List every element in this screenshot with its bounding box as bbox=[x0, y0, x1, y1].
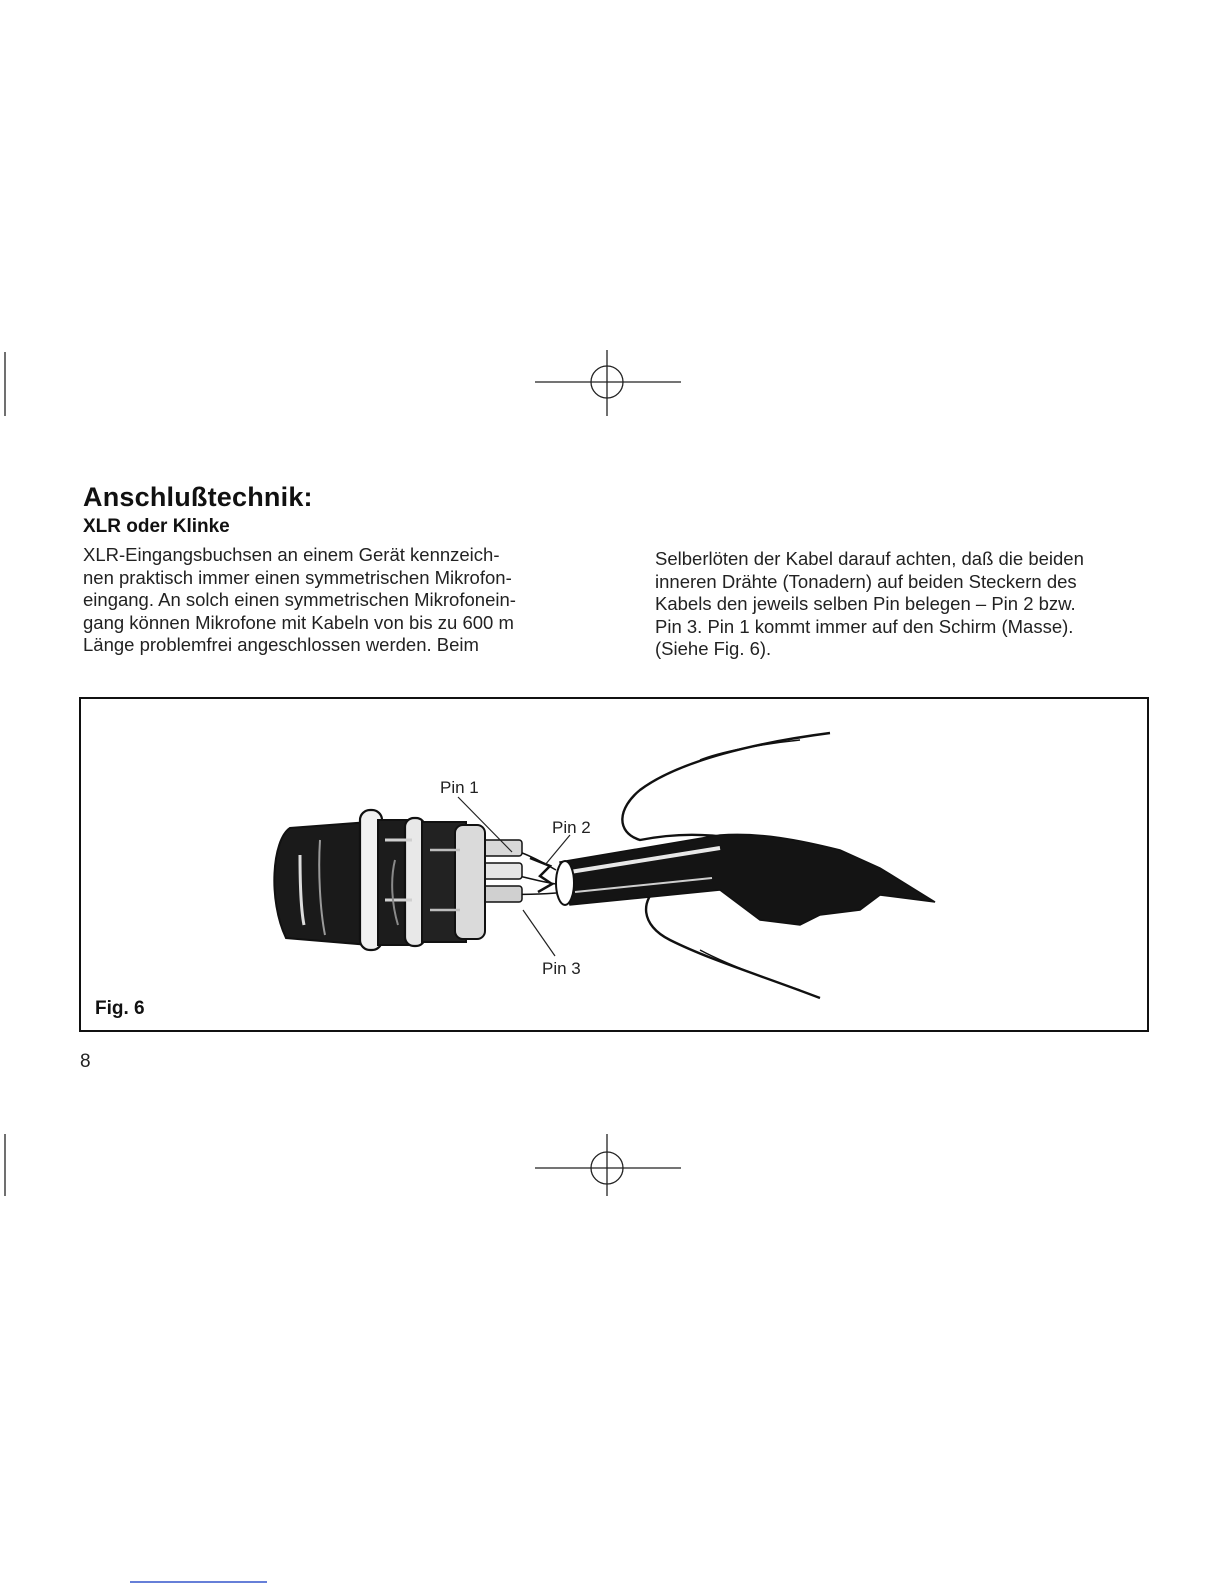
text-line: (Siehe Fig. 6). bbox=[655, 638, 772, 660]
text-line: inneren Drähte (Tonadern) auf beiden Steckern des bbox=[655, 570, 1077, 592]
pin-1-label: Pin 1 bbox=[440, 778, 479, 797]
figure-caption: Fig. 6 bbox=[95, 998, 145, 1019]
text-line: Länge problemfrei angeschlossen werden. Beim bbox=[83, 634, 479, 656]
page-number: 8 bbox=[80, 1051, 91, 1072]
text-line: gang können Mikrofone mit Kabeln von bis zu 600 m bbox=[83, 611, 514, 633]
text-line: Selberlöten der Kabel darauf achten, daß die beiden bbox=[655, 548, 1084, 569]
section-heading: Anschlußtechnik: bbox=[83, 482, 313, 512]
pin-3-label: Pin 3 bbox=[542, 959, 581, 978]
text-line: Pin 3. Pin 1 kommt immer auf den Schirm (Masse). bbox=[655, 615, 1074, 637]
pin-2-label: Pin 2 bbox=[552, 818, 591, 837]
text-line: eingang. An solch einen symmetrischen Mikrofonein- bbox=[83, 589, 516, 611]
text-line: XLR-Eingangsbuchsen an einem Gerät kennzeich- bbox=[83, 544, 500, 565]
text-line: Kabels den jeweils selben Pin belegen – Pin 2 bzw. bbox=[655, 593, 1076, 615]
text-line: nen praktisch immer einen symmetrischen Mikrofon- bbox=[83, 566, 512, 588]
section-subheading: XLR oder Klinke bbox=[83, 516, 230, 537]
